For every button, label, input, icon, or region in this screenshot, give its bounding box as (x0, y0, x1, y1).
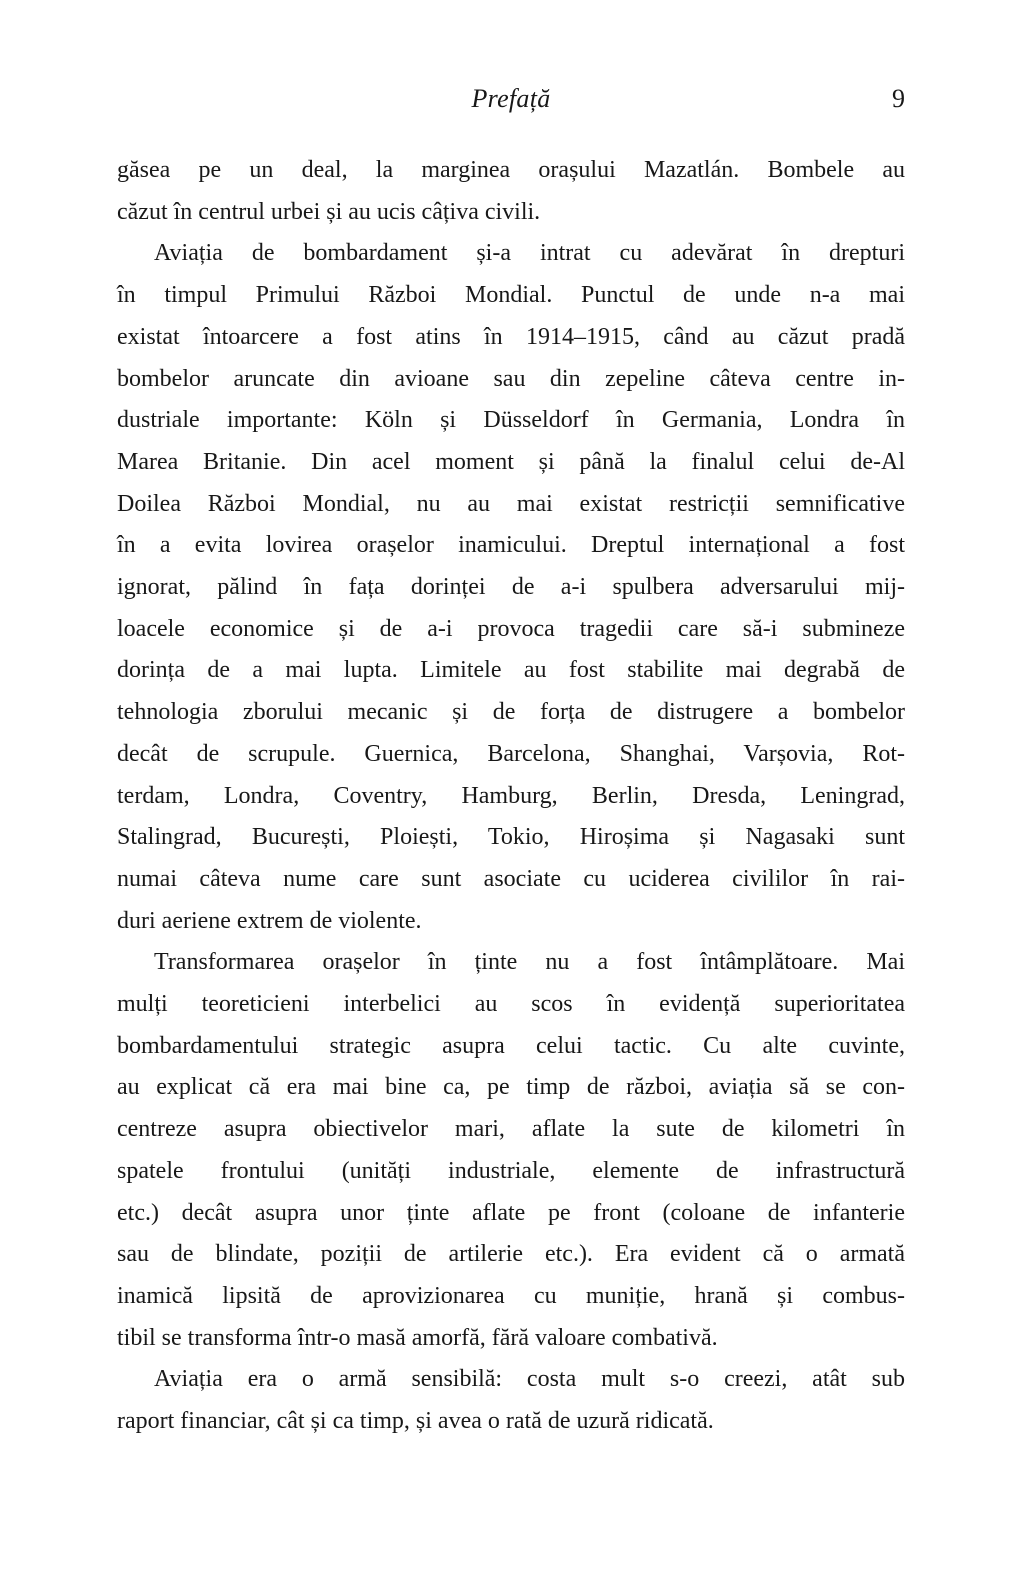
text-line: numai câteva nume care sunt asociate cu uciderea civililor în rai- (117, 865, 905, 892)
text-line: bombardamentului strategic asupra celui tactic. Cu alte cuvinte, (117, 1032, 905, 1059)
text-line: Aviația de bombardament și-a intrat cu adevărat în drepturi (154, 240, 905, 267)
paragraph (117, 233, 905, 942)
text-line: Stalingrad, București, Ploiești, Tokio, Hiroșima și Nagasaki sunt (117, 824, 905, 851)
text-line: au explicat că era mai bine ca, pe timp de război, aviația să se con- (117, 1074, 905, 1101)
text-line: în timpul Primului Război Mondial. Punctul de unde n-a mai (117, 282, 905, 309)
page-number: 9 (892, 84, 905, 113)
text-line: decât de scrupule. Guernica, Barcelona, Shanghai, Varșovia, Rot- (117, 740, 905, 767)
text-line: raport financiar, cât și ca timp, și avea o rată de uzură ridicată. (117, 1408, 714, 1435)
text-line: mulți teoreticieni interbelici au scos în evidență superioritatea (117, 991, 905, 1018)
text-line: etc.) decât asupra unor ținte aflate pe front (coloane de infanterie (117, 1199, 905, 1226)
body-text (117, 150, 905, 1443)
text-line: terdam, Londra, Coventry, Hamburg, Berlin, Dresda, Leningrad, (117, 782, 905, 809)
text-line: duri aeriene extrem de violente. (117, 907, 422, 934)
text-line: sau de blindate, poziții de artilerie etc.). Era evident că o armată (117, 1241, 905, 1268)
text-line: dorința de a mai lupta. Limitele au fost stabilite mai degrabă de (117, 657, 905, 684)
text-line: loacele economice și de a-i provoca tragedii care să-i submineze (117, 615, 905, 642)
text-line: tibil se transforma într-o masă amorfă, fără valoare combativă. (117, 1324, 718, 1351)
text-line: centreze asupra obiectivelor mari, aflate la sute de kilometri în (117, 1116, 905, 1143)
text-line: Marea Britanie. Din acel moment și până la finalul celui de-Al (117, 448, 905, 475)
text-line: dustriale importante: Köln și Düsseldorf în Germania, Londra în (117, 407, 905, 434)
text-line: ignorat, pălind în fața dorinței de a-i spulbera adversarului mij- (117, 574, 905, 601)
text-line: existat întoarcere a fost atins în 1914–1915, când au căzut pradă (117, 323, 905, 350)
text-line: Transformarea orașelor în ținte nu a fost întâmplătoare. Mai (154, 949, 905, 976)
paragraph (117, 150, 905, 233)
paragraph (117, 1359, 905, 1442)
text-line: Aviația era o armă sensibilă: costa mult s-o creezi, atât sub (154, 1366, 905, 1393)
text-line: bombelor aruncate din avioane sau din zepeline câteva centre in- (117, 365, 905, 392)
chapter-title: Prefață (471, 84, 551, 113)
text-line: în a evita lovirea orașelor inamicului. Dreptul internațional a fost (117, 532, 905, 559)
text-line: găsea pe un deal, la marginea orașului Mazatlán. Bombele au (117, 157, 905, 183)
text-line: căzut în centrul urbei și au ucis câțiva civili. (117, 198, 541, 225)
text-line: spatele frontului (unități industriale, elemente de infrastructură (117, 1157, 905, 1184)
text-line: Doilea Război Mondial, nu au mai existat restricții semnificative (117, 490, 905, 517)
page-header (117, 84, 905, 114)
text-line: inamică lipsită de aprovizionarea cu muniție, hrană și combus- (117, 1282, 905, 1309)
paragraph (117, 942, 905, 1359)
text-line: tehnologia zborului mecanic și de forța de distrugere a bombelor (117, 699, 905, 726)
